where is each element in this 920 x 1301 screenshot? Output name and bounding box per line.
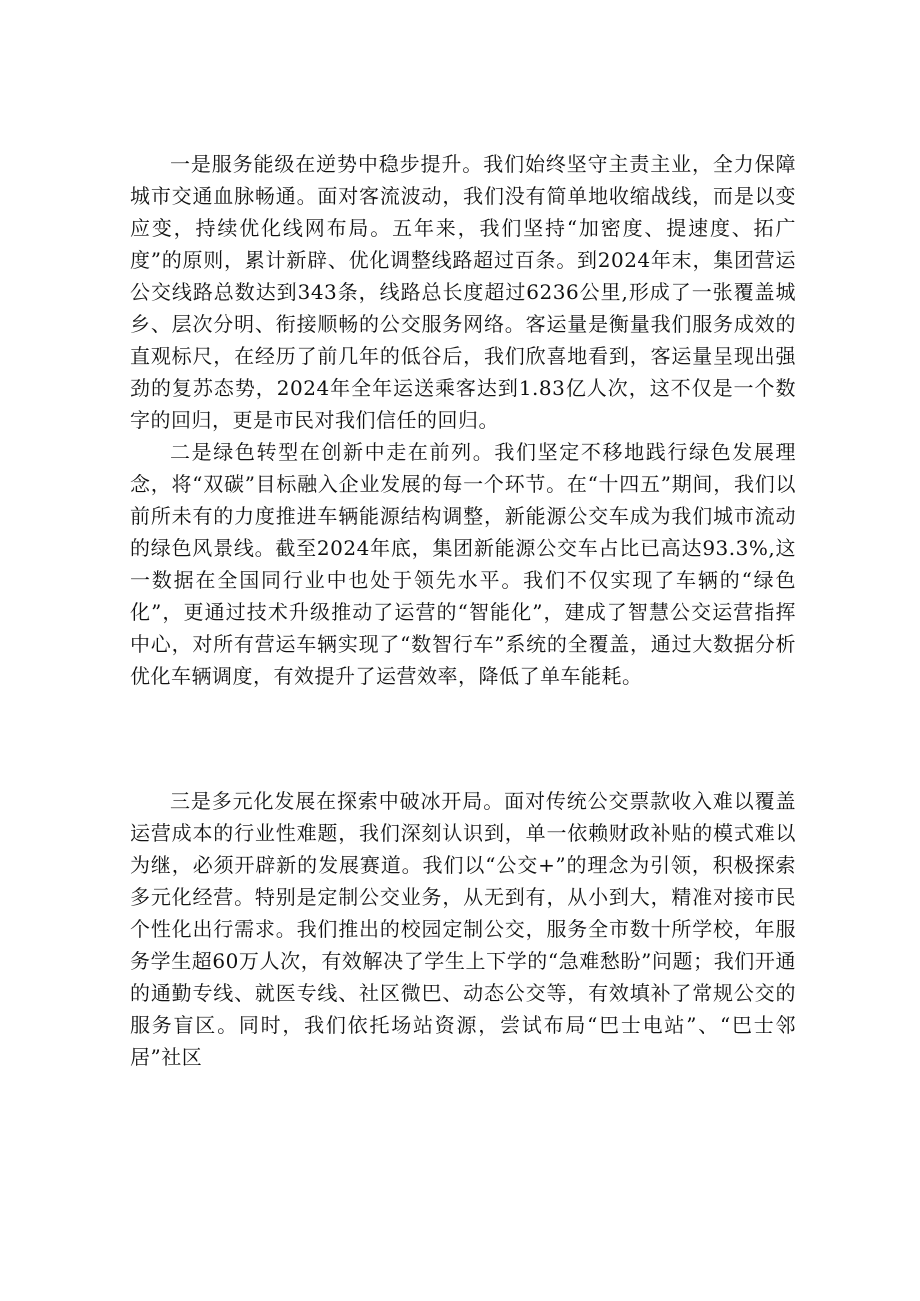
paragraph-green-transition: 二是绿色转型在创新中走在前列。我们坚定不移地践行绿色发展理念，将“双碳”目标融入企业发展的每一个环节。在“十四五”期间，我们以前所未有的力度推进车辆能源结构调整，新能源公交车成为我们城市流动的绿色风景线。截至2024年底，集团新能源公交车占比已高达93.3%,这一数据在全国同行业中也处于领先水平。我们不仅实现了车辆的“绿色化”，更通过技术升级推动了运营的“智能化”，建成了智慧公交运营指挥中心，对所有营运车辆实现了“数智行车”系统的全覆盖，通过大数据分析优化车辆调度，有效提升了运营效率，降低了单车能耗。 <box>130 440 796 688</box>
paragraph-service-level: 一是服务能级在逆势中稳步提升。我们始终坚守主责主业，全力保障城市交通血脉畅通。面对客流波动，我们没有简单地收缩战线，而是以变应变，持续优化线网布局。五年来，我们坚持“加密度、提速度、拓广度”的原则，累计新辟、优化调整线路超过百条。到2024年末，集团营运公交线路总数达到343条，线路总长度超过6236公里,形成了一张覆盖城乡、层次分明、衔接顺畅的公交服务网络。客运量是衡量我们服务成效的直观标尺，在经历了前几年的低谷后，我们欣喜地看到，客运量呈现出强劲的复苏态势，2024年全年运送乘客达到1.83亿人次，这不仅是一个数字的回归，更是市民对我们信任的回归。 <box>130 152 796 432</box>
paragraph-diversified-development: 三是多元化发展在探索中破冰开局。面对传统公交票款收入难以覆盖运营成本的行业性难题，我们深刻认识到，单一依赖财政补贴的模式难以为继，必须开辟新的发展赛道。我们以“公交+”的理念为引领，积极探索多元化经营。特别是定制公交业务，从无到有，从小到大，精准对接市民个性化出行需求。我们推出的校园定制公交，服务全市数十所学校，年服务学生超60万人次，有效解决了学生上下学的“急难愁盼”问题；我们开通的通勤专线、就医专线、社区微巴、动态公交等，有效填补了常规公交的服务盲区。同时，我们依托场站资源，尝试布局“巴士电站”、“巴士邻居”社区 <box>130 789 796 1069</box>
